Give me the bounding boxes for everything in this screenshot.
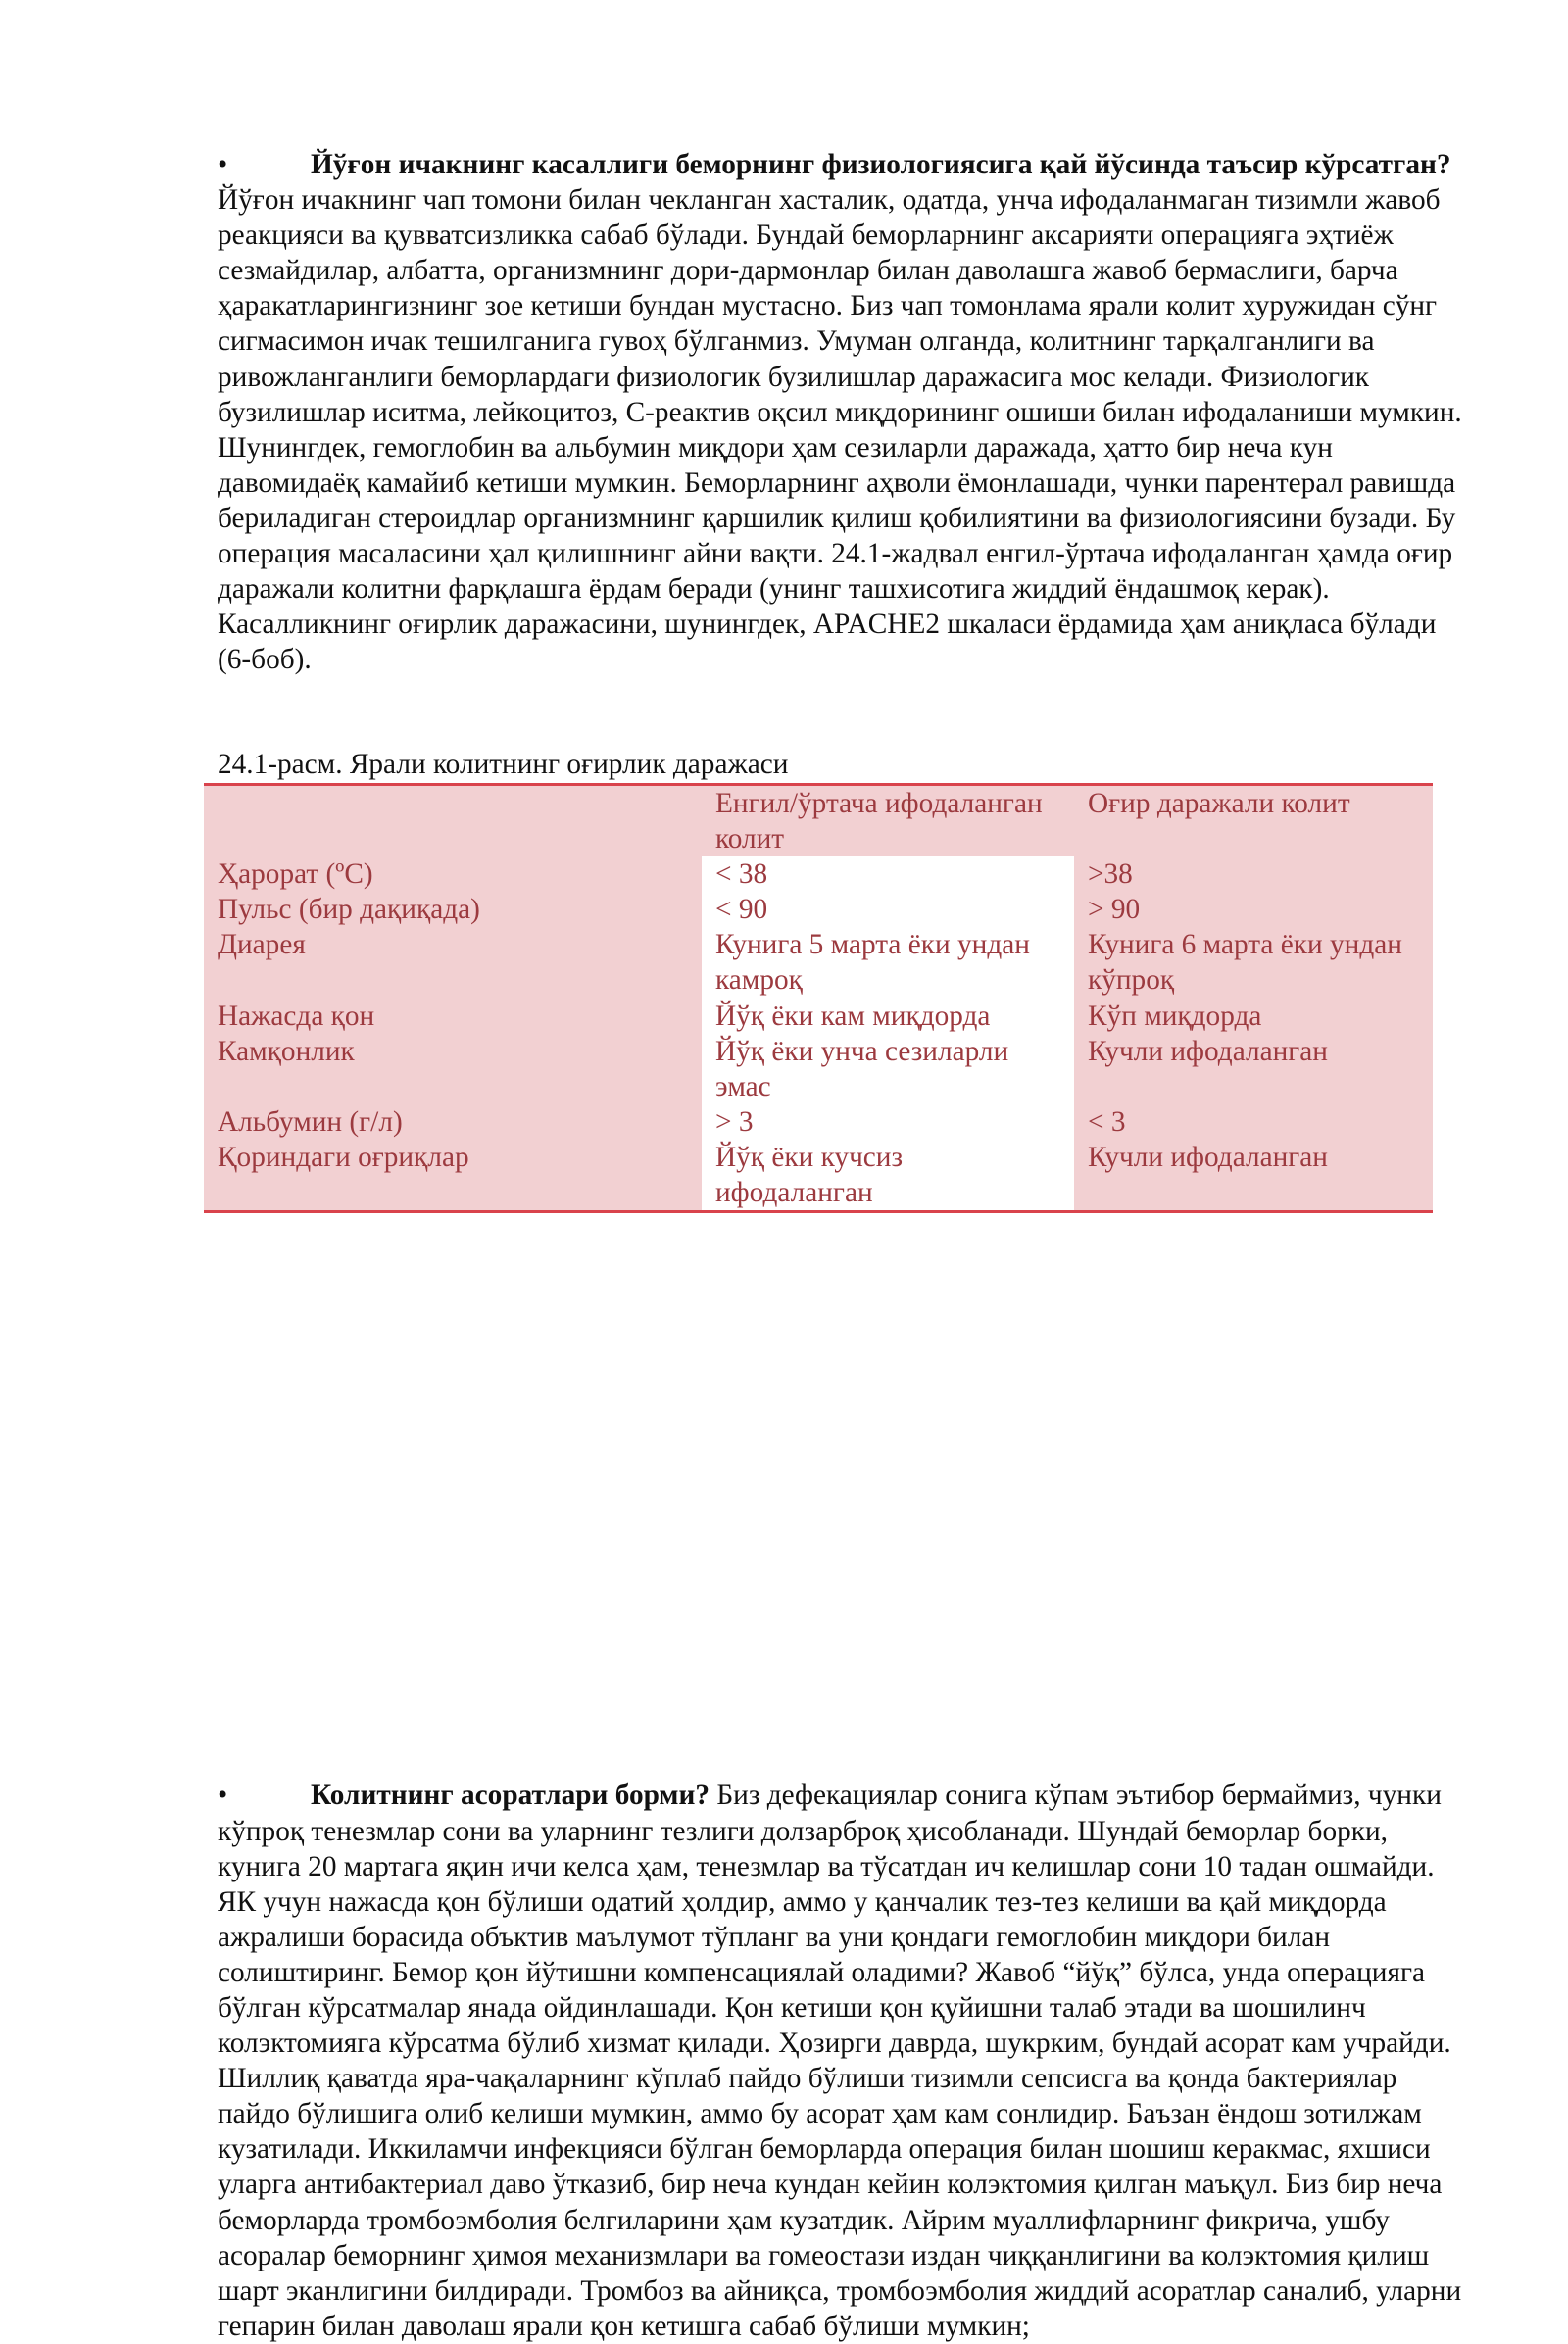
table-caption: 24.1-расм. Ярали колитнинг оғирлик даражаси (218, 749, 789, 780)
question-heading: Колитнинг асоратлари борми? (311, 1780, 710, 1812)
bullet-marker: • (218, 1780, 228, 1812)
mild-cell: < 38 (702, 856, 1074, 892)
severe-cell: Кўп миқдорда (1088, 1000, 1262, 1032)
mild-cell: Йўқ ёки унча сезиларли эмас (702, 1034, 1074, 1104)
table-row (204, 892, 1433, 927)
severe-cell: < 3 (1088, 1105, 1126, 1138)
table-row (204, 1140, 1433, 1210)
paragraph-complications (218, 1778, 1462, 2344)
table-row (204, 1104, 1433, 1140)
paragraph-physiology (218, 147, 1462, 677)
header-cell (204, 786, 702, 856)
table-row (204, 1034, 1433, 1104)
row-label: Альбумин (г/л) (218, 1105, 403, 1138)
severe-cell: Кучли ифодаланган (1088, 1141, 1328, 1173)
table-row (204, 856, 1433, 892)
header-cell: Енгил/ўртача ифодаланган колит (715, 788, 1043, 855)
paragraph-text: Биз дефекациялар сонига кўпам эътибор бермаймиз, чунки кўпроқ тенезмлар сони ва уларнинг тезлиги долзарброқ ҳисобланади. Шундай беморлар борки, кунига 20 мартага яқин ичи келса ҳам, тенезмлар ва тўсатдан ич келишлар сони 10 тадан ошмайди. ЯК учун нажасда қон бўлиши одатий ҳолдир, аммо у қанчалик тез-тез келиши ва қай миқдорда ажралиши борасида объктив маълумот тўпланг ва уни қондаги гемоглобин миқдори билан солиштиринг. Бемор қон йўтишни компенсациялай оладими? Жавоб “йўқ” бўлса, унда операцияга бўлган кўрсатмалар янада ойдинлашади. Қон кетиши қон қуйишни талаб этади ва шошилинч колэктомияга кўрсатма бўлиб хизмат қилади. Ҳозирги даврда, шукрким, бундай асорат кам учрайди. Шиллиқ қаватда яра-чақаларнинг кўплаб пайдо бўлиши тизимли сепсисга ва қонда бактериялар пайдо бўлишига олиб келиши мумкин, аммо бу асорат ҳам кам сонлидир. Баъзан ёндош зотилжам кузатилади. Иккиламчи инфекцияси бўлган беморларда операция билан шошиш керакмас, яхшиси уларга антибактериал даво ўтказиб, бир неча кундан кейин колэктомия қилган маъқул. Биз бир неча беморларда тромбоэмболия белгиларини ҳам кузатдик. Айрим муаллифларнинг фикрича, ушбу асоралар беморнинг ҳимоя механизмлари ва гомеостази издан чиққанлигини ва колэктомия қилиш шарт эканлигини билдиради. Тромбоз ва айниқса, тромбоэмболия жиддий асоратлар саналиб, уларни гепарин билан даволаш ярали қон кетишга сабаб бўлиши мумкин; (218, 1780, 1462, 2342)
paragraph-text: Йўғон ичакнинг чап томони билан чекланган хасталик, одатда, унча ифодаланмаган тизимли жавоб реакцияси ва қувватсизликка сабаб бўлади. Бундай беморларнинг аксарияти операцияга эҳтиёж сезмайдилар, албатта, организмнинг дори-дармонлар билан даволашга жавоб бермаслиги, барча ҳаракатларингизнинг зое кетиши бундан мустасно. Биз чап томонлама ярали колит хуружидан сўнг сигмасимон ичак тешилганига гувоҳ бўлганмиз. Умуман олганда, колитнинг тарқалганлиги ва ривожланганлиги беморлардаги физиологик бузилишлар даражасига мос келади. Физиологик бузилишлар иситма, лейкоцитоз, С-реактив оқсил миқдорининг ошиши билан ифодаланиши мумкин. Шунингдек, гемоглобин ва альбумин миқдори ҳам сезиларли даражада, ҳатто бир неча кун давомидаёқ камайиб кетиши мумкин. Беморларнинг аҳволи ёмонлашади, чунки парентерал равишда бериладиган стероидлар организмнинг қаршилик қилиш қобилиятини ва физиологиясини бузади. Бу операция масаласини ҳал қилишнинг айни вақти. 24.1-жадвал енгил-ўртача ифодаланган ҳамда оғир даражали колитни фарқлашга ёрдам беради (унинг ташхисотига жиддий ёндашмоқ керак). Касалликнинг оғирлик даражасини, шунингдек, APACHE2 шкаласи ёрдамида ҳам аниқласа бўлади (6-боб). (218, 184, 1462, 676)
table-row (204, 927, 1433, 998)
row-label: Ҳарорат (ºС) (218, 858, 373, 891)
question-heading: Йўғон ичакнинг касаллиги беморнинг физиологиясига қай йўсинда таъсир кўрсатган? (311, 149, 1451, 180)
row-label: Диарея (218, 929, 306, 961)
mild-cell: < 90 (702, 892, 1074, 927)
row-label: Камқонлик (218, 1035, 355, 1067)
severe-cell: > 90 (1088, 894, 1141, 926)
severe-cell: Кучли ифодаланган (1088, 1035, 1328, 1067)
row-label: Нажасда қон (218, 1000, 375, 1032)
severe-cell: >38 (1088, 858, 1133, 891)
mild-cell: Кунига 5 марта ёки ундан камроқ (702, 927, 1074, 998)
mild-cell: > 3 (702, 1104, 1074, 1140)
header-cell: Оғир даражали колит (1088, 788, 1350, 819)
mild-cell: Йўқ ёки кучсиз ифодаланган (702, 1140, 1074, 1210)
severity-table (204, 783, 1433, 1213)
severe-cell: Кунига 6 марта ёки ундан кўпроқ (1088, 929, 1402, 997)
row-label: Пульс (бир дақиқада) (218, 894, 480, 926)
row-label: Қориндаги оғриқлар (218, 1141, 469, 1173)
bullet-marker: • (218, 149, 228, 180)
table-header-row (204, 786, 1433, 856)
mild-cell: Йўқ ёки кам миқдорда (702, 999, 1074, 1034)
table-row (204, 999, 1433, 1034)
